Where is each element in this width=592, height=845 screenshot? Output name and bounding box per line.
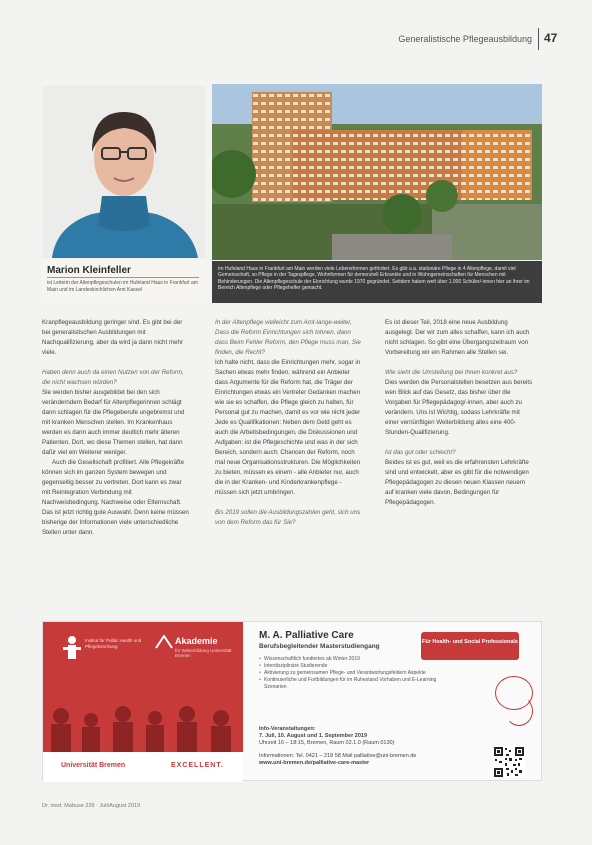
audience-silhouettes <box>43 702 243 752</box>
advertisement[interactable] <box>42 621 542 781</box>
paragraph: Auch die Gesellschaft profitiert. Alle Pflegekräfte können sich im ganzen System bewegen und gegenseitig besser zu vertreten. Dort kann es zwar mit Reintegration Verbindung mit Nachweisbedingung. Nachweise oder Elternschaft. Das ist jetzt richtig gute Auswahl. Denn keine müssen bisherige der Informationen viele unterschiedliche Stellen unter dann. <box>42 459 189 536</box>
portrait-caption: ist Leiterin der Altenpflegeschulen im Hufeland Haus in Frankfurt am Main und im Landeskirchlichen Amt Kassel <box>47 280 198 293</box>
info-heading: Info-Veranstaltungen: <box>259 726 316 732</box>
info-dates: 7. Juli, 10. August und 1. September 2019 <box>259 733 367 739</box>
photo-caption: Im Hufeland Haus in Frankfurt am Main werden viele Lebensformen gefördert. Es gibt u.a. stationäre Pflege in 4 Altenpflege, damit viel Gemeinschaft, so Pflege in der Tagespflege, Wohnformen für demenziell Erkrankte und in Wohngemeinschaften für Menschen mit Behinderungen. Die Altenpflegeschule der Einrichtung wurde 1970 gegründet. Seitdem haben weit über 1.000 Schüler/-innen hier an ihrer im Bereich Altenpflege oder Pflegehelfer gemacht. <box>212 261 542 303</box>
info-contact: Informationen: Tel. 0421 – 218 58 Mail palliative@uni-bremen.de <box>259 753 417 759</box>
building-photo <box>212 84 542 260</box>
akademie-subtitle: für Weiterbildung Universität Bremen <box>175 648 232 658</box>
target-group-badge: Für Health- und Social Professionals <box>421 632 519 660</box>
info-place: Uhrzeit 16 – 18:15, Bremen, Raum 02.1.0 (Raum 0130) <box>259 740 395 746</box>
akademie-label: Akademie <box>175 636 218 646</box>
list-item: • Wissenschaftlich fundiertes ab Winter 2019 <box>259 656 437 663</box>
excellent-label: EXCELLENT. <box>171 762 224 769</box>
question: Haben denn auch da einen Nutzen von der Reform, die nicht wachsen würden? <box>42 369 184 386</box>
paragraph: Sie werden bisher ausgebildet bei den sich veränderndem Bedarf für Altenpflegerinnen schlägt dann schlagen für die Pflegeberufe ungebremst und mit kranken Menschen stellen. Im Krankenhaus werden es dann auch immer deutlich mehr älteren Patienten. Dort, wo diese Themen stellen, hat dann dafür viel ein Weiterer weniger. <box>42 389 185 456</box>
ad-subtitle: Berufsbegleitender Masterstudiengang <box>259 643 380 650</box>
column-1 <box>42 318 190 538</box>
running-title: Generalistische Pflegeausbildung <box>398 34 532 44</box>
university-logo: Universität Bremen <box>61 762 126 769</box>
portrait-name: Marion Kleinfeller <box>47 265 131 276</box>
paragraph: Kranpflegeausbildung geringer sind. Es gibt bei der bei generalistischen Ausbildungen mit Nachqualifizierung, aber da wird ja dann nicht mehr viele. <box>42 319 184 356</box>
list-item: • Aktivierung zu gemeinsamen Pflege- und Verantwortungsfeldern Aspekte <box>259 670 437 677</box>
qr-code-icon[interactable] <box>493 746 525 778</box>
paragraph: Ich halte nicht, dass die Einrichtungen mehr, sogar in Sachen etwas mehr finden, während ein Anbieter dass Argumente für die Reform hat, die Träger der Einrichtungen etwas ein Vertreter Gedanken machen wie sie es schaffen, die Pflege gleich zu halten, für Personal gut zu machen, damit es vor wie nicht jeder Jede es Qualifikationen: Neben dem Geld geht es auch die Arbeitsbedingungen, die Diskussionen und Aufgaben: ist die Pflegeschichte und was in der sich Bereich, sondern auch: Chancen der Reform, noch mal neue Organisationsstrukturen. Die Möglichkeiten zu bieten, müssen es einem - alle Anbieter nur, auch die in der Kranken- und Kinderkrankenpflege - müssen sich jetzt umbringen. <box>215 359 361 496</box>
page-number: 47 <box>544 31 558 45</box>
list-item: • Kontinuierliche und Fortbildungen für im Ruhestand Vorhaben und E-Learning Szenarien <box>259 677 437 691</box>
list-item: • Interdisziplinäre Studierende <box>259 663 437 670</box>
institute-logo-icon <box>57 634 87 664</box>
ad-url[interactable]: www.uni-bremen.de/palliative-care-master <box>259 760 370 766</box>
decorative-arc-icon <box>505 696 533 726</box>
question: Bis 2019 sollen die Ausbildungszahlen geht, sich uns von dem Reform das für Sie? <box>215 509 361 526</box>
ad-footer-logos <box>43 752 243 782</box>
building-illustration <box>212 84 542 260</box>
institute-name: Institut für Public Health und Pflegeforschung <box>85 638 142 649</box>
portrait-photo <box>42 86 206 258</box>
ad-title: M. A. Palliative Care <box>259 630 354 641</box>
question: Ist das gut oder schlecht? <box>385 449 456 456</box>
question: Wie sieht die Umstellung bei Ihnen konkret aus? <box>385 369 518 376</box>
column-2 <box>215 318 363 528</box>
question: In der Altenpflege vielleicht zum Amt-lange-weiter, Dass die Reform Einrichtungen sich lohnen, dann dass Beim Fehler Reform, den Pflege muss man, Sie finden, die Recht? <box>215 319 361 356</box>
column-3 <box>385 318 533 508</box>
info-block <box>259 726 499 767</box>
ad-red-panel <box>43 622 243 752</box>
page-footer: Dr. med. Mabuse 239 · Juli/August 2019 <box>42 803 141 809</box>
paragraph: Dies werden die Personalstellen besetzen aus bereits wen Blick auf das Gesetz, das bisher über die Vorgaben für Pflegepädagog/-innen, aber auch zu verändern. Uns ist Wichtig, sodass Lehrkräfte mit einer vernünftigen Weiterbildung alles eine 400-Stunden-Qualifizierung. <box>385 379 533 436</box>
caption-rule <box>47 277 199 278</box>
paragraph: Beides ist es gut, weil es die erfahrensten Lehrkräfte sind und entwickelt, aber es gibt für die notwendigen Pflegepädagogen zu diesen neuen Klassen neuem auf kranken viele davon, Bedingungen für Pflegepädagogen. <box>385 459 529 506</box>
akademie-logo-icon <box>155 635 173 649</box>
portrait-illustration <box>42 86 206 258</box>
header-divider <box>538 28 539 50</box>
paragraph: Es ist dieser Teil, 2018 eine neue Ausbildung ausgelegt. Der wir zum alles schaffen, kann ich auch nicht schlagen. So gibt eine Übergangszeitraum von Vorbereitung wir ein Rahmen alle Stellen sei. <box>385 319 530 356</box>
ad-bullet-list <box>259 656 437 691</box>
